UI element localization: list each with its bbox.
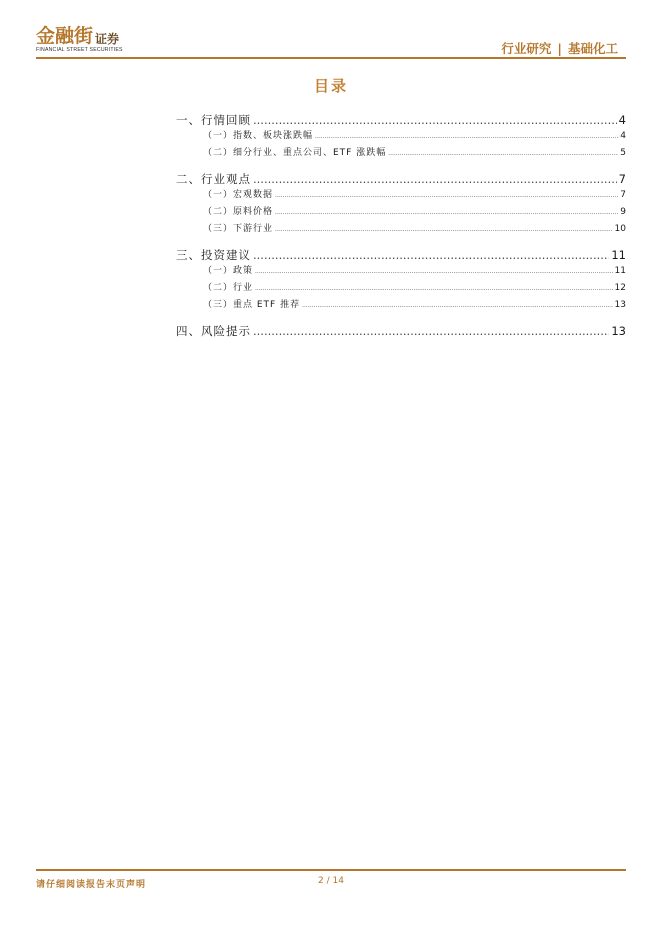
toc-section-label: 三、投资建议: [176, 248, 251, 262]
header-rule: [36, 57, 626, 59]
toc-subsection-label: （三）下游行业: [203, 224, 274, 234]
toc-subsection-label: （一）政策: [203, 266, 254, 276]
toc-subsection[interactable]: [176, 263, 626, 280]
logo-english-name: FINANCIAL STREET SECURITIES: [36, 47, 123, 53]
logo-chinese-name: 金融街: [36, 25, 94, 47]
report-type: 行业研究: [501, 41, 552, 56]
toc-leader: [275, 209, 618, 216]
header-separator: |: [557, 41, 562, 56]
toc-section-gap: [176, 238, 626, 247]
toc-leader: [302, 302, 612, 309]
logo-securities-label: 证券: [95, 32, 120, 46]
toc-subsection-page: 7: [620, 190, 626, 200]
toc-subsection-label: （二）行业: [203, 283, 254, 293]
footer-disclaimer: 请仔细阅读报告末页声明: [36, 880, 147, 890]
toc-subsection-page: 10: [614, 224, 626, 234]
toc-subsection[interactable]: [176, 128, 626, 145]
toc-subsection[interactable]: [176, 297, 626, 314]
toc-subsection-label: （二）原料价格: [203, 207, 274, 217]
toc-section-label: 四、风险提示: [176, 324, 251, 338]
toc-leader: [388, 150, 618, 157]
page-number: 2 / 14: [318, 876, 344, 886]
toc-leader: [253, 113, 617, 127]
toc-subsection[interactable]: [176, 204, 626, 221]
toc-leader: [255, 285, 613, 292]
toc-title: 目录: [313, 77, 348, 95]
toc-subsection[interactable]: [176, 280, 626, 297]
toc-section-gap: [176, 314, 626, 323]
footer-rule: [36, 869, 626, 871]
toc-subsection[interactable]: [176, 145, 626, 162]
toc-subsection-page: 4: [620, 131, 626, 141]
toc-subsection-page: 12: [614, 283, 626, 293]
toc-subsection-label: （一）宏观数据: [203, 190, 274, 200]
toc-section-page: 7: [618, 172, 626, 186]
toc-leader: [253, 324, 609, 338]
toc-subsection-page: 5: [620, 148, 626, 158]
toc-section[interactable]: [176, 112, 626, 128]
toc-subsection[interactable]: [176, 187, 626, 204]
toc-subsection-page: 13: [614, 300, 626, 310]
page-header: [36, 22, 626, 60]
table-of-contents: [176, 112, 626, 339]
industry-name: 基础化工: [567, 41, 618, 56]
company-logo: [36, 26, 119, 46]
toc-subsection-label: （二）细分行业、重点公司、ETF 涨跌幅: [203, 148, 387, 158]
toc-section-label: 二、行业观点: [176, 172, 251, 186]
report-category: [501, 39, 618, 57]
toc-leader: [255, 268, 613, 275]
toc-subsection-label: （一）指数、板块涨跌幅: [203, 131, 314, 141]
toc-section-page: 11: [611, 248, 626, 262]
toc-leader: [275, 226, 613, 233]
toc-leader: [253, 248, 609, 262]
toc-section[interactable]: [176, 247, 626, 263]
toc-subsection-page: 9: [620, 207, 626, 217]
toc-leader: [253, 172, 617, 186]
toc-subsection-label: （三）重点 ETF 推荐: [203, 300, 301, 310]
toc-section[interactable]: [176, 323, 626, 339]
toc-section-gap: [176, 162, 626, 171]
toc-section-label: 一、行情回顾: [176, 113, 251, 127]
toc-section[interactable]: [176, 171, 626, 187]
toc-subsection[interactable]: [176, 221, 626, 238]
toc-leader: [275, 192, 618, 199]
toc-leader: [315, 133, 618, 140]
toc-section-page: 13: [611, 324, 626, 338]
toc-subsection-page: 11: [614, 266, 626, 276]
toc-section-page: 4: [618, 113, 626, 127]
